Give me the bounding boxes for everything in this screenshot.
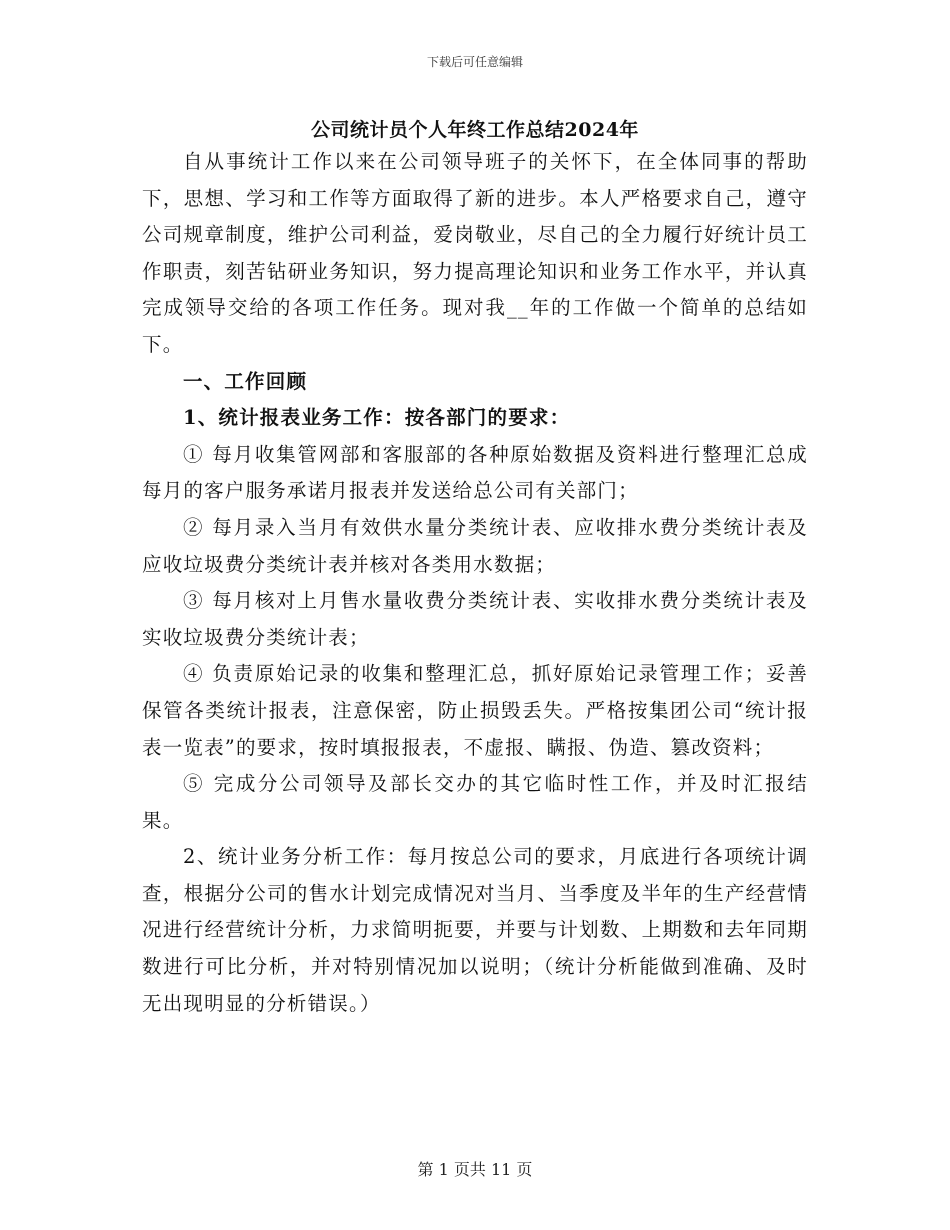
document-title: 公司统计员个人年终工作总结2024年: [311, 119, 639, 141]
page-header-note: 下载后可任意编辑: [426, 55, 523, 69]
list-item: ③ 每月核对上月售水量收费分类统计表、实收排水费分类统计表及实收垃圾费分类统计表；: [142, 589, 808, 649]
section-heading: 一、工作回顾: [182, 369, 308, 393]
intro-paragraph: 自从事统计工作以来在公司领导班子的关怀下，在全体同事的帮助下，思想、学习和工作等方面取得了新的进步。本人严格要求自己，遵守公司规章制度，维护公司利益，爱岗敬业，尽自己的全力履行好统计员工作职责，刻苦钻研业务知识，努力提高理论知识和业务工作水平，并认真完成领导交给的各项工作任务。现对我__年的工作做一个简单的总结如下。: [142, 150, 808, 356]
document-body: [142, 144, 808, 1022]
analysis-paragraph: 2、统计业务分析工作：每月按总公司的要求，月底进行各项统计调查，根据分公司的售水计划完成情况对当月、当季度及半年的生产经营情况进行经营统计分析，力求简明扼要，并要与计划数、上期数和去年同期数进行可比分析，并对特别情况加以说明；（统计分析能做到准确、及时无出现明显的分析错误。）: [142, 845, 808, 1015]
subsection-heading: 1、统计报表业务工作：按各部门的要求：: [182, 406, 571, 430]
list-item: ④ 负责原始记录的收集和整理汇总，抓好原始记录管理工作；妥善保管各类统计报表，注意保密，防止损毁丢失。严格按集团公司“统计报表一览表”的要求，按时填报报表，不虚报、瞒报、伪造、篡改资料；: [142, 662, 808, 759]
list-item: ① 每月收集管网部和客服部的各种原始数据及资料进行整理汇总成每月的客户服务承诺月报表并发送给总公司有关部门；: [142, 442, 808, 503]
list-item: ② 每月录入当月有效供水量分类统计表、应收排水费分类统计表及应收垃圾费分类统计表并核对各类用水数据；: [142, 515, 808, 576]
page-footer: 第 1 页共 11 页: [417, 1160, 533, 1179]
list-item: ⑤ 完成分公司领导及部长交办的其它临时性工作，并及时汇报结果。: [142, 772, 808, 832]
